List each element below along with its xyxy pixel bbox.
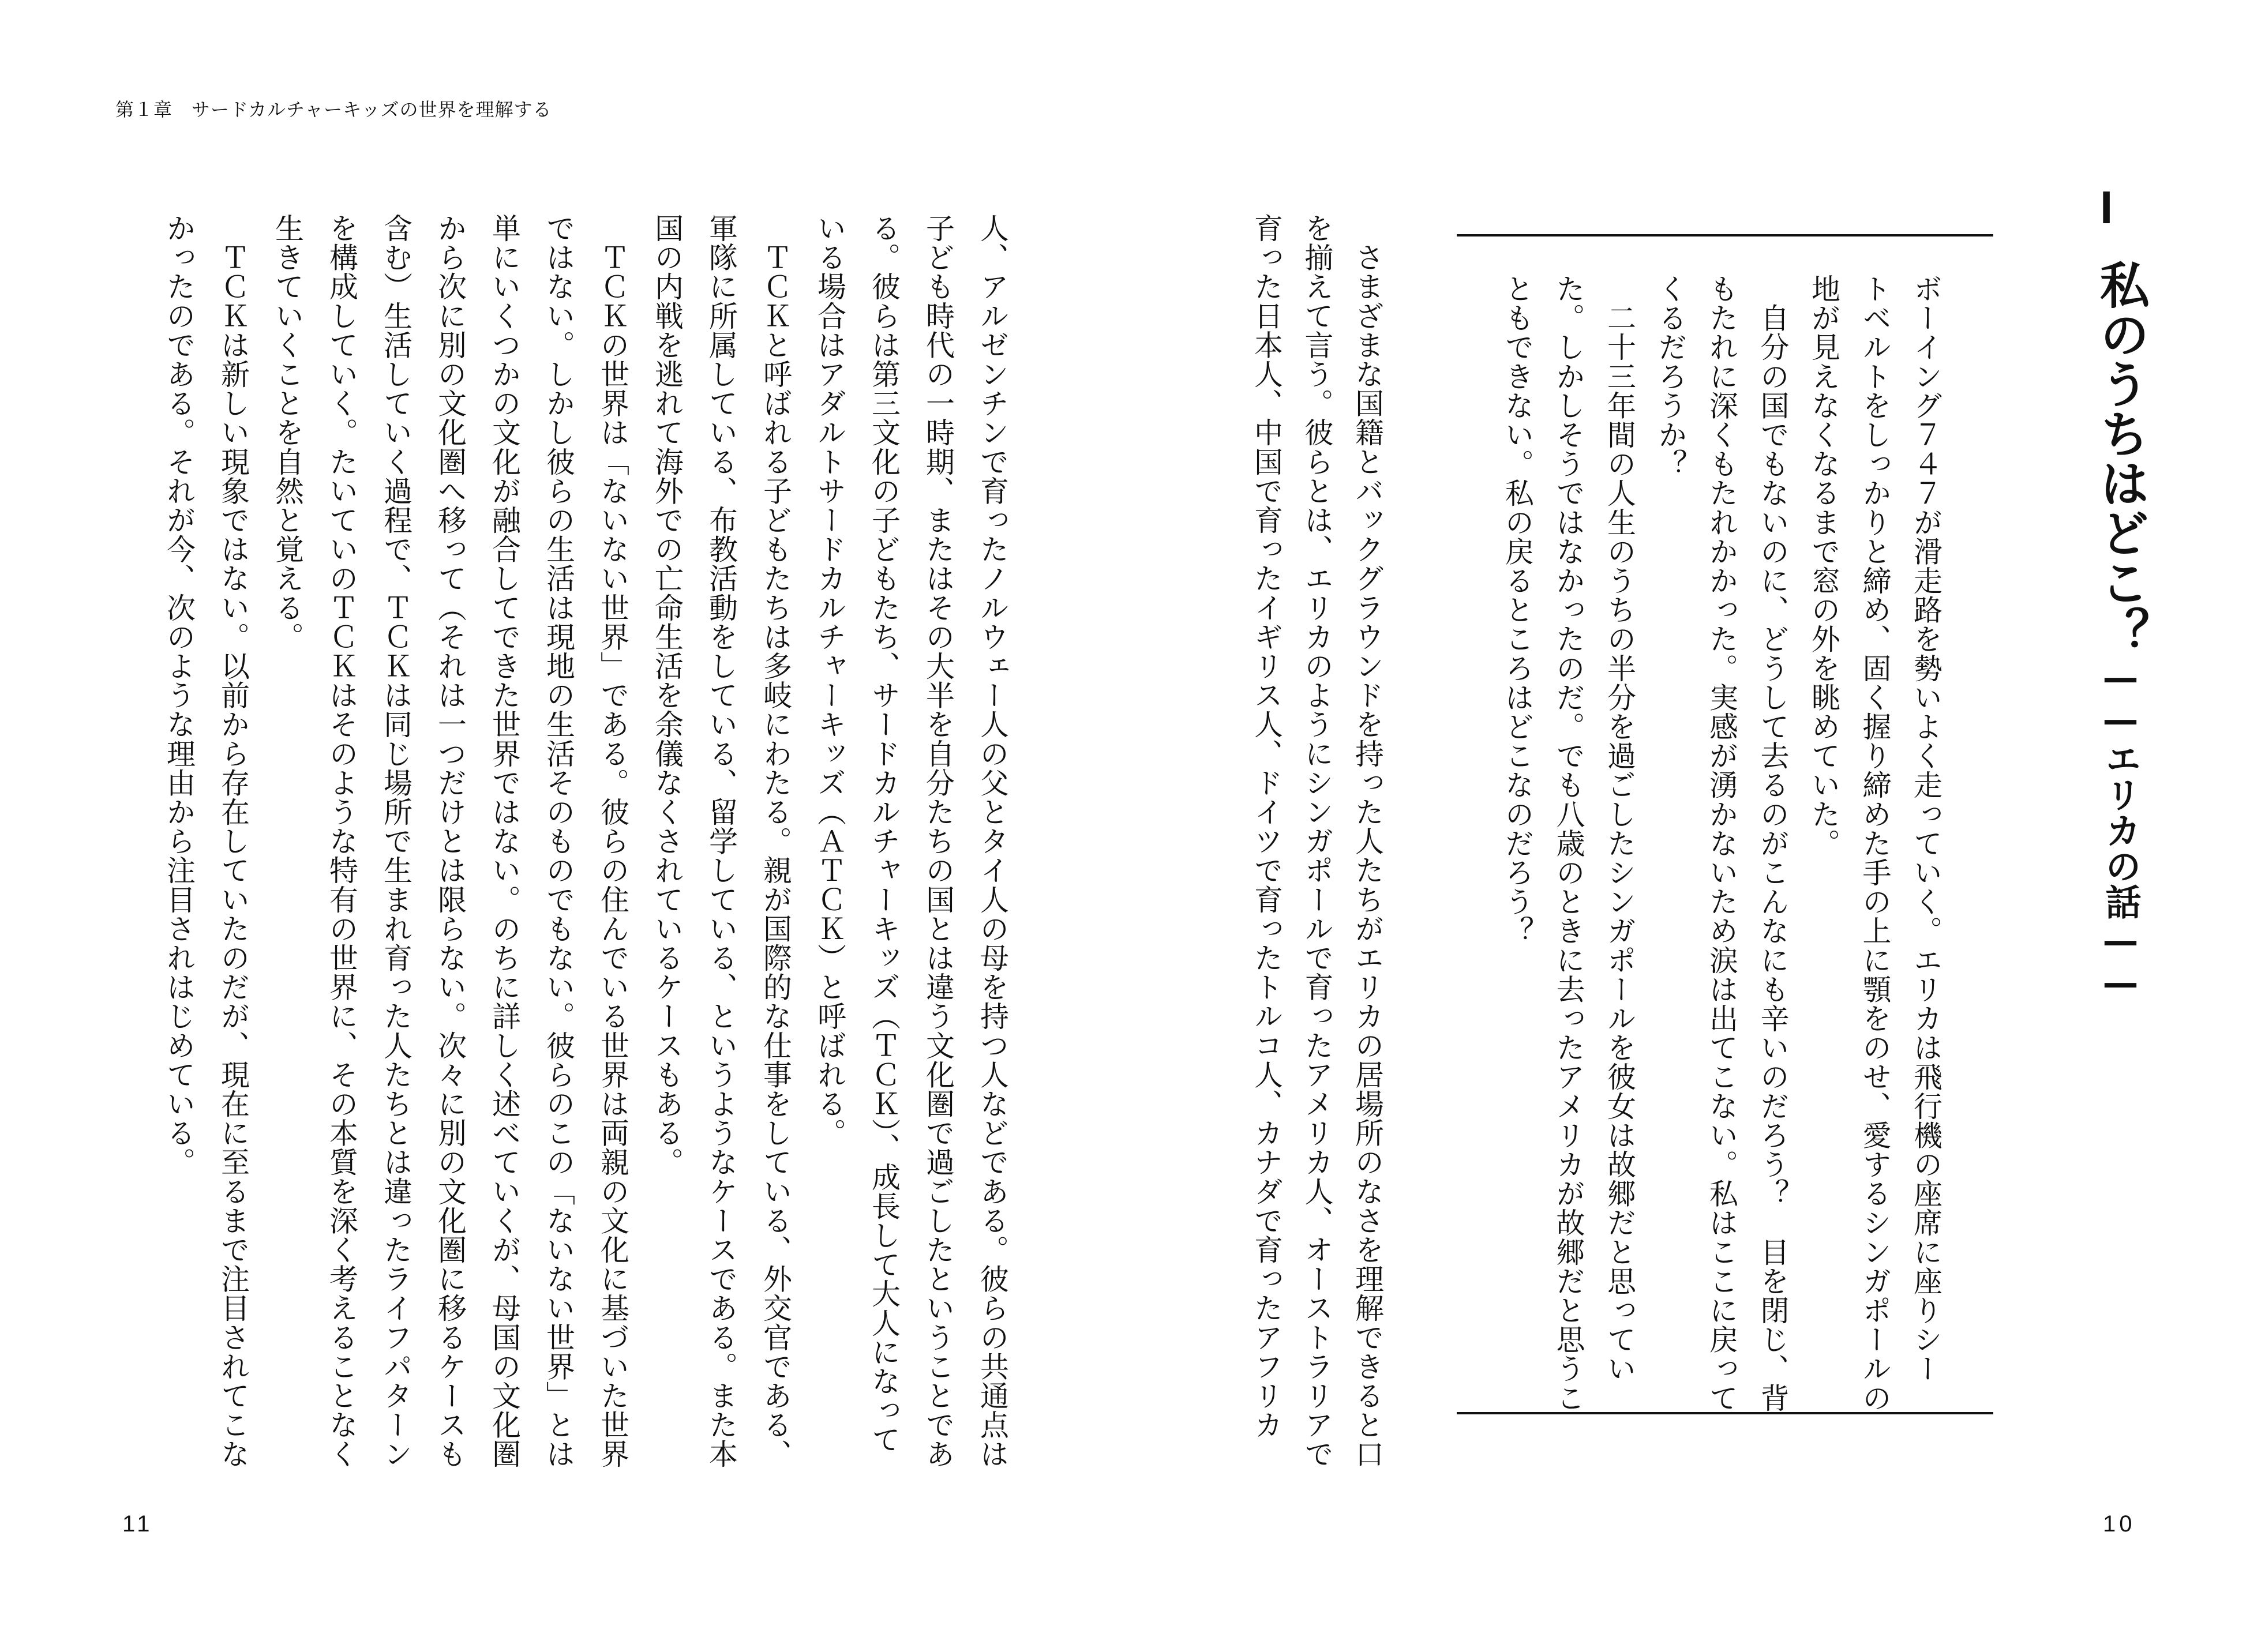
- body-text-line: ＴＣＫの世界は「ないない世界」である。彼らの住んでいる世界は両親の文化に基づいた世界: [596, 213, 629, 1469]
- section-title-text: 私のうちはどこ？: [2091, 260, 2149, 656]
- box-bottom-rule: [1457, 1412, 1993, 1414]
- body-text-line: 人、アルゼンチンで育ったノルウェー人の父とタイ人の母を持つ人などである。彼らの共通点は: [976, 213, 1009, 1469]
- boxed-text-line: トベルトをしっかりと締め、固く握り締めた手の上に顎をのせ、愛するシンガポールの: [1858, 274, 1892, 1413]
- boxed-text-line: 地が見えなくなるまで窓の外を眺めていた。: [1807, 274, 1840, 858]
- page-number-right: 10: [2103, 1511, 2136, 1537]
- body-text-line: 含む）生活していく過程で、ＴＣＫは同じ場所で生まれ育った人たちとは違ったライフパターン: [379, 213, 412, 1469]
- body-text-line: 子ども時代の一時期、またはその大半を自分たちの国とは違う文化圏で過ごしたということであ: [921, 213, 955, 1469]
- body-text-line: 育った日本人、中国で育ったイギリス人、ドイツで育ったトルコ人、カナダで育ったアフリカ: [1250, 213, 1283, 1440]
- body-text-line: ＴＣＫと呼ばれる子どもたちは多岐にわたる。親が国際的な仕事をしている、外交官である、: [759, 213, 792, 1469]
- boxed-text-line: 二十三年間の人生のうちの半分を過ごしたシンガポールを彼女は故郷だと思ってい: [1603, 274, 1636, 1383]
- boxed-text-line: くるだろうか？: [1653, 274, 1687, 479]
- boxed-text-line: ともできない。私の戻るところはどこなのだろう？: [1501, 274, 1534, 945]
- body-text-line: 国の内戦を逃れて海外での亡命生活を余儀なくされているケースもある。: [650, 213, 684, 1177]
- body-text-line: さまざまな国籍とバックグラウンドを持った人たちがエリカの居場所のなさを理解できると口: [1351, 213, 1384, 1469]
- boxed-text-line: もたれに深くもたれかかった。実感が湧かないため涙は出てこない。私はここに戻って: [1705, 274, 1738, 1413]
- body-text-line: を揃えて言う。彼らとは、エリカのようにシンガポールで育ったアメリカ人、オーストラリアで: [1300, 213, 1334, 1469]
- body-text-line: る。彼らは第三文化の子どもたち、サードカルチャーキッズ（ＴＣＫ）、成長して大人になって: [867, 213, 901, 1454]
- boxed-text-line: た。しかしそうではなかったのだ。でも八歳のときに去ったアメリカが故郷だと思うこ: [1551, 274, 1585, 1413]
- page-number-left: 11: [122, 1511, 153, 1537]
- running-head: 第１章 サードカルチャーキッズの世界を理解する: [115, 99, 552, 121]
- body-text-line: 単にいくつかの文化が融合してできた世界ではない。のちに詳しく述べていくが、母国の文化圏: [487, 213, 521, 1469]
- body-text-line: を構成していく。たいていのＴＣＫはそのような特有の世界に、その本質を深く考えることなく: [325, 213, 358, 1469]
- boxed-text-line: 自分の国でもないのに、どうして去るのがこんなにも辛いのだろう？ 目を閉じ、背: [1756, 274, 1790, 1413]
- body-text-line: いる場合はアダルトサードカルチャーキッズ（ＡＴＣＫ）と呼ばれる。: [813, 213, 846, 1148]
- body-text-line: かったのである。それが今、次のような理由から注目されはじめている。: [162, 213, 196, 1177]
- body-text-line: から次に別の文化圏へ移って（それは一つだけとは限らない。次々に別の文化圏に移るケースも: [433, 213, 467, 1469]
- section-subtitle: ——エリカの話——: [2099, 656, 2142, 1004]
- body-text-line: 軍隊に所属している、布教活動をしている、留学している、というようなケースである。また本: [704, 213, 738, 1469]
- body-text-line: ＴＣＫは新しい現象ではない。以前から存在していたのだが、現在に至るまで注目されてこな: [216, 213, 250, 1469]
- box-top-rule: [1457, 234, 1993, 236]
- boxed-text-line: ボーイング７４７が滑走路を勢いよく走っていく。エリカは飛行機の座席に座りシー: [1909, 274, 1942, 1383]
- body-text-line: 生きていくことを自然と覚える。: [271, 213, 304, 651]
- body-text-line: ではない。しかし彼らの生活は現地の生活そのものでもない。彼らのこの「ないない世界」とは: [542, 213, 575, 1469]
- section-number: I: [2100, 182, 2113, 233]
- section-title: [2091, 260, 2149, 1004]
